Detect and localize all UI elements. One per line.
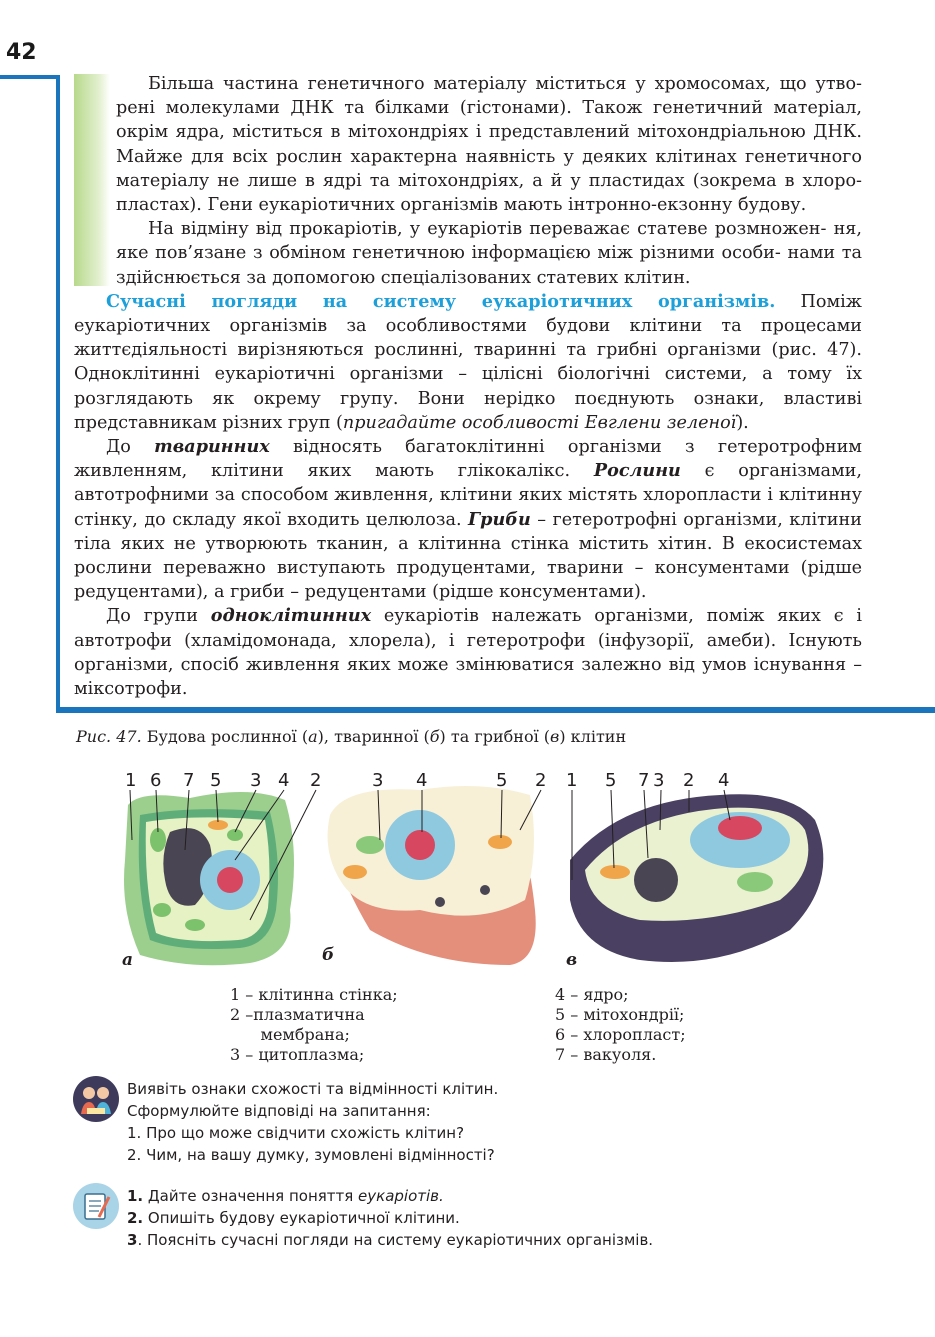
section-heading: Сучасні погляди на систему еукаріотичних організмів. [106, 290, 776, 312]
plant-label-7: 7 [183, 770, 195, 791]
animal-label-4: 4 [416, 770, 428, 791]
animal-label-2: 2 [535, 770, 547, 791]
question-1: 1. Дайте означення поняття еукаріотів. [127, 1187, 444, 1205]
fungus-label-5: 5 [605, 770, 617, 791]
fungus-label-4: 4 [718, 770, 730, 791]
legend-left [230, 985, 398, 1065]
margin-rule-top [0, 75, 59, 79]
legend-right [555, 985, 686, 1065]
plant-label-4: 4 [278, 770, 290, 791]
page-number: 42 [6, 40, 37, 65]
paragraph-unicellular: До групи одноклітинних еукаріотів належать організми, поміж яких є і автотрофи (хламідомонада, хлорела), і гетеротрофи (інфузорії, амеби). Існують організми, спосіб живлення яких може змінюватися залежно від умов існування – міксотрофи. [74, 605, 862, 700]
legend-item: 2 –плазматична [230, 1005, 365, 1024]
plant-nucleolus [217, 867, 243, 893]
legend-item: мембрана; [230, 1025, 350, 1044]
students-icon [73, 1076, 119, 1122]
legend-item: 1 – клітинна стінка; [230, 985, 398, 1004]
fungus-label-1: 1 [566, 770, 578, 791]
question-3: 3. Поясніть сучасні погляди на систему еукаріотичних організмів. [127, 1231, 654, 1249]
letter-c: в [566, 950, 578, 970]
figure-caption: Рис. 47. Будова рослинної (а), тваринної (б) та грибної (в) клітин [76, 727, 627, 746]
animal-label-5: 5 [496, 770, 508, 791]
letter-b: б [322, 945, 335, 965]
fungus-cell [570, 794, 823, 962]
animal-nucleolus [405, 830, 435, 860]
task-line: Сформулюйте відповіді на запитання: [127, 1102, 431, 1120]
notebook-icon [73, 1183, 119, 1229]
section-rule [56, 707, 935, 713]
legend-item: 5 – мітохондрії; [555, 1005, 685, 1024]
task-line: Виявіть ознаки схожості та відмінності клітин. [127, 1080, 499, 1098]
fungus-label-2: 2 [683, 770, 695, 791]
paragraph-kingdoms: До тваринних відносять багатоклітинні організми з гетеротрофним живленням, клітини яких мають глікокалікс. Рослини є організмами, автотрофними за способом живлення, клітини яких містять хлоропласти і клітинну стінку, до складу якої входить целюлоза. Гриби – гетеротрофні організми, клітини тіла яких не утворюють тканин, а клітинна стінка містить хітин. В екосистемах рослини переважно виступають продуцентами, тварини – консументами (рідше редуцентами), а гриби – редуцентами (рідше консументами). [74, 436, 862, 603]
fungus-nucleolus [718, 816, 762, 840]
legend-item: 7 – вакуоля. [555, 1045, 657, 1064]
plant-cell [124, 792, 294, 965]
paragraph-modern-views: Сучасні погляди на систему еукаріотичних організмів. Поміж еукаріотичних організмів за особливостями будови клітини та процесами життєдіяльності вирізняються рослинні, тваринні та грибні організми (рис. 47). Одноклітинні еукаріотичні організми – цілісні біологічні системи, а тому їх розглядають як окрему групу. Вони нерідко поєднують ознаки, властиві представникам різних груп (пригадайте особливості Евглени зеленої). [74, 290, 862, 433]
plant-label-3: 3 [250, 770, 262, 791]
legend-item: 6 – хлоропласт; [555, 1025, 686, 1044]
paragraph-reproduction: На відміну від прокаріотів, у еукаріотів переважає статеве розмножен- ня, яке пов’язане з обміном генетичною інформацією між різними особи- нами та здійснюється за допомогою спеціалізованих статевих клітин. [116, 219, 862, 288]
plant-label-1: 1 [125, 770, 137, 791]
animal-label-3: 3 [372, 770, 384, 791]
task-line: 1. Про що може свідчити схожість клітин? [127, 1124, 465, 1142]
letter-a: а [122, 950, 134, 970]
task-questions [127, 1078, 498, 1166]
animal-cell [328, 786, 536, 965]
main-text [74, 72, 862, 701]
question-2: 2. Опишіть будову еукаріотичної клітини. [127, 1209, 460, 1227]
paragraph-genetic-material: Більша частина генетичного матеріалу міститься у хромосомах, що утво- рені молекулами ДНК та білками (гістонами). Також генетичний матеріал, окрім ядра, міститься в мітохондріях і представлений мітохондріальною ДНК. Майже для всіх рослин характерна наявність у деяких клітинах генетичного матеріалу не лише в ядрі та мітохондріях, а й у пластидах (зокрема в хлоро- пластах). Гени еукаріотичних організмів мають інтронно-екзонну будову. [116, 74, 862, 216]
fungus-label-7: 7 [638, 770, 650, 791]
review-questions [127, 1185, 653, 1251]
task-line: 2. Чим, на вашу думку, зумовлені відмінності? [127, 1146, 495, 1164]
plant-label-5: 5 [210, 770, 222, 791]
plant-label-6: 6 [150, 770, 162, 791]
plant-label-2: 2 [310, 770, 322, 791]
fungus-label-3: 3 [653, 770, 665, 791]
legend-item: 3 – цитоплазма; [230, 1045, 365, 1064]
margin-rule-left [56, 75, 60, 713]
cell-figure [100, 760, 870, 975]
legend-item: 4 – ядро; [555, 985, 629, 1004]
fungus-vacuole [634, 858, 678, 902]
